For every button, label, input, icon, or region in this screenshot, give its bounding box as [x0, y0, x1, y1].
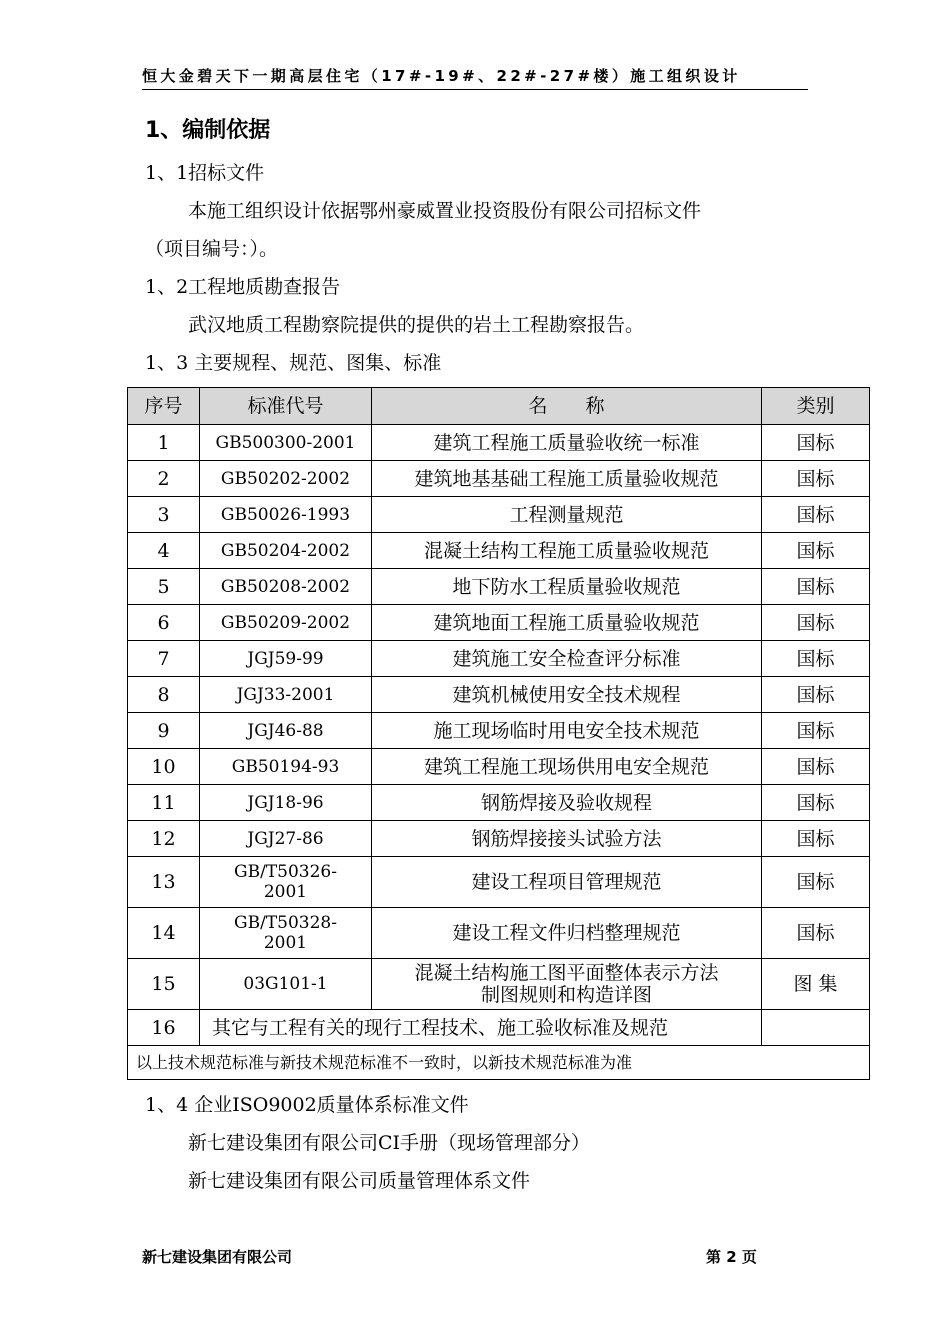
cell-type: 国标	[762, 677, 870, 713]
table-row	[128, 605, 870, 641]
cell-code: JGJ33-2001	[200, 677, 372, 713]
cell-type: 国标	[762, 425, 870, 461]
cell-code: JGJ18-96	[200, 785, 372, 821]
geology-paragraph: 武汉地质工程勘察院提供的提供的岩土工程勘察报告。	[188, 314, 645, 336]
cell-no: 2	[128, 461, 200, 497]
cell-name: 工程测量规范	[372, 497, 762, 533]
cell-type: 图 集	[762, 959, 870, 1010]
cell-no: 8	[128, 677, 200, 713]
table-row	[128, 641, 870, 677]
footer-company: 新七建设集团有限公司	[142, 1248, 293, 1266]
cell-no: 11	[128, 785, 200, 821]
cell-code: GB500300-2001	[200, 425, 372, 461]
subsection-title-standards: 1、3 主要规程、规范、图集、标准	[145, 352, 442, 374]
cell-type: 国标	[762, 641, 870, 677]
cell-type: 国标	[762, 605, 870, 641]
cell-type: 国标	[762, 749, 870, 785]
cell-code: JGJ46-88	[200, 713, 372, 749]
cell-no: 12	[128, 821, 200, 857]
table-row	[128, 533, 870, 569]
table-row	[128, 461, 870, 497]
cell-name: 建筑地面工程施工质量验收规范	[372, 605, 762, 641]
table-row	[128, 821, 870, 857]
section-heading: 1、编制依据	[145, 118, 271, 143]
cell-no: 13	[128, 857, 200, 908]
header-divider	[142, 89, 808, 90]
table-row	[128, 425, 870, 461]
table-row	[128, 959, 870, 1010]
standards-table	[127, 387, 870, 1080]
table-header-row	[128, 388, 870, 425]
header-cell-no: 序号	[128, 388, 200, 425]
cell-code-line1: GB/T50326-	[234, 862, 337, 882]
cell-name	[372, 959, 762, 1010]
subsection-title-iso: 1、4 企业ISO9002质量体系标准文件	[145, 1094, 469, 1116]
cell-no: 4	[128, 533, 200, 569]
cell-name: 施工现场临时用电安全技术规范	[372, 713, 762, 749]
cell-type: 国标	[762, 569, 870, 605]
cell-type: 国标	[762, 713, 870, 749]
iso-line2: 新七建设集团有限公司质量管理体系文件	[188, 1170, 531, 1192]
cell-code-line2: 2001	[263, 933, 308, 953]
cell-no: 3	[128, 497, 200, 533]
cell-name: 地下防水工程质量验收规范	[372, 569, 762, 605]
cell-type: 国标	[762, 785, 870, 821]
table-row	[128, 497, 870, 533]
table-row	[128, 749, 870, 785]
page-header-title: 恒大金碧天下一期高层住宅（17#-19#、22#-27#楼）施工组织设计	[142, 67, 741, 85]
cell-no: 7	[128, 641, 200, 677]
header-cell-code: 标准代号	[200, 388, 372, 425]
cell-type: 国标	[762, 857, 870, 908]
cell-name: 建设工程文件归档整理规范	[372, 908, 762, 959]
footer-page-number: 第 2 页	[706, 1248, 757, 1266]
cell-name: 建筑施工安全检查评分标准	[372, 641, 762, 677]
cell-name-merged: 其它与工程有关的现行工程技术、施工验收标准及规范	[200, 1010, 762, 1046]
cell-name: 建设工程项目管理规范	[372, 857, 762, 908]
table-row	[128, 569, 870, 605]
cell-code: 03G101-1	[200, 959, 372, 1010]
cell-code: GB50026-1993	[200, 497, 372, 533]
cell-code-line1: GB/T50328-	[234, 913, 337, 933]
cell-code: GB50202-2002	[200, 461, 372, 497]
subsection-title-geology: 1、2工程地质勘查报告	[145, 276, 341, 298]
cell-code: GB50208-2002	[200, 569, 372, 605]
table-row	[128, 677, 870, 713]
header-cell-type: 类别	[762, 388, 870, 425]
cell-name: 建筑工程施工现场供用电安全规范	[372, 749, 762, 785]
cell-type: 国标	[762, 821, 870, 857]
cell-no: 14	[128, 908, 200, 959]
table-row	[128, 713, 870, 749]
cell-name: 建筑地基基础工程施工质量验收规范	[372, 461, 762, 497]
header-cell-name: 名 称	[372, 388, 762, 425]
bid-paragraph-line2: （项目编号：）。	[145, 238, 279, 260]
cell-name: 钢筋焊接及验收规程	[372, 785, 762, 821]
table-row	[128, 1010, 870, 1046]
cell-code: GB50209-2002	[200, 605, 372, 641]
cell-no: 1	[128, 425, 200, 461]
cell-code	[200, 908, 372, 959]
cell-name: 钢筋焊接接头试验方法	[372, 821, 762, 857]
cell-no: 9	[128, 713, 200, 749]
bid-paragraph-line1: 本施工组织设计依据鄂州豪威置业投资股份有限公司招标文件	[188, 200, 702, 222]
cell-type: 国标	[762, 461, 870, 497]
cell-no: 6	[128, 605, 200, 641]
cell-code: JGJ27-86	[200, 821, 372, 857]
cell-name: 建筑机械使用安全技术规程	[372, 677, 762, 713]
cell-name: 建筑工程施工质量验收统一标准	[372, 425, 762, 461]
table-row	[128, 857, 870, 908]
cell-name-line2: 制图规则和构造详图	[480, 984, 652, 1006]
cell-no: 10	[128, 749, 200, 785]
cell-no: 5	[128, 569, 200, 605]
table-note: 以上技术规范标准与新技术规范标准不一致时，以新技术规范标准为准	[128, 1046, 870, 1080]
table-row	[128, 908, 870, 959]
cell-no: 16	[128, 1010, 200, 1046]
cell-code-line2: 2001	[263, 882, 308, 902]
subsection-title-bid: 1、1招标文件	[145, 162, 265, 184]
cell-type: 国标	[762, 533, 870, 569]
cell-name: 混凝土结构工程施工质量验收规范	[372, 533, 762, 569]
cell-code	[200, 857, 372, 908]
cell-type-empty	[762, 1010, 870, 1046]
table-row	[128, 785, 870, 821]
iso-line1: 新七建设集团有限公司CI手册（现场管理部分）	[188, 1132, 591, 1154]
cell-code: GB50194-93	[200, 749, 372, 785]
cell-type: 国标	[762, 908, 870, 959]
cell-type: 国标	[762, 497, 870, 533]
cell-no: 15	[128, 959, 200, 1010]
cell-code: GB50204-2002	[200, 533, 372, 569]
cell-name-line1: 混凝土结构施工图平面整体表示方法	[414, 962, 719, 984]
cell-code: JGJ59-99	[200, 641, 372, 677]
table-note-row	[128, 1046, 870, 1080]
